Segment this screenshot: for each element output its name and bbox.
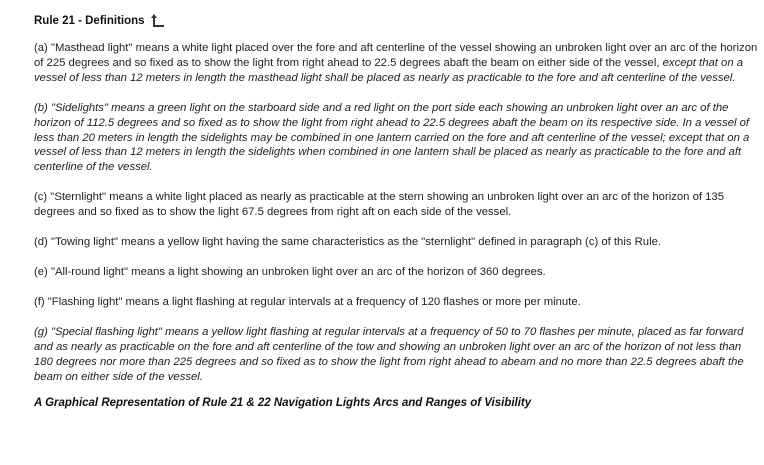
definition-e: (e) "All-round light" means a light showing an unbroken light over an arc of the horizon of 360 degrees. [34, 265, 546, 278]
definition-d: (d) "Towing light" means a yellow light having the same characteristics as the "sternlight" defined in paragraph (c) of this Rule. [34, 236, 662, 249]
definition-a [34, 41, 762, 86]
definition-g: (g) "Special flashing light" means a yellow light flashing at regular intervals at a frequency of 50 to 70 flashes per minute, placed as far forward and as nearly as practicable on the fore and aft centerline of the tow and showing an unbroken light over an arc of the horizon of not less than 180 degrees nor more than 225 degrees and so fixed as to show the light from right ahead to abeam and no more than 22.5 degrees abaft the beam on either side of the vessel. [34, 325, 744, 383]
definition-c: (c) "Sternlight" means a white light placed as nearly as practicable at the stern showing an unbroken light over an arc of the horizon of 135 degrees and so fixed as to show the light 67.5 degrees from right aft on each side of the vessel. [34, 191, 724, 219]
title-row [34, 12, 762, 30]
definition-f: (f) "Flashing light" means a light flashing at regular intervals at a frequency of 120 flashes or more per minute. [34, 295, 581, 308]
page-title: Rule 21 - Definitions [34, 15, 145, 27]
definition-a-text: (a) "Masthead light" means a white light placed over the fore and aft centerline of the vessel showing an unbroken light over an arc of the horizon of 225 degrees and so fixed as to show the light from right ahead to 22.5 degrees abaft the beam on either side of the vessel, [34, 42, 758, 69]
definition-b: (b) "Sidelights" means a green light on the starboard side and a red light on the port side each showing an unbroken light over an arc of the horizon of 112.5 degrees and so fixed as to show the light from right ahead to 22.5 degrees abaft the beam on its respective side. In a vessel of less than 20 meters in length the sidelights may be combined in one lantern carried on the fore and aft centerline of the vessel; except that on a vessel of less than 12 meters in length the sidelights when combined in one lantern shall be placed as nearly as practicable to the fore and aft centerline of the vessel. [34, 101, 750, 174]
definition-a-exception: except that on a vessel of less than 12 meters in length the masthead light shall be placed as nearly as practicable to the fore and aft centerline of the vessel. [34, 56, 744, 84]
back-to-top-icon[interactable] [151, 14, 165, 28]
document-body [34, 12, 762, 409]
graphical-representation-heading: A Graphical Representation of Rule 21 & 22 Navigation Lights Arcs and Ranges of Visibility [34, 397, 532, 410]
